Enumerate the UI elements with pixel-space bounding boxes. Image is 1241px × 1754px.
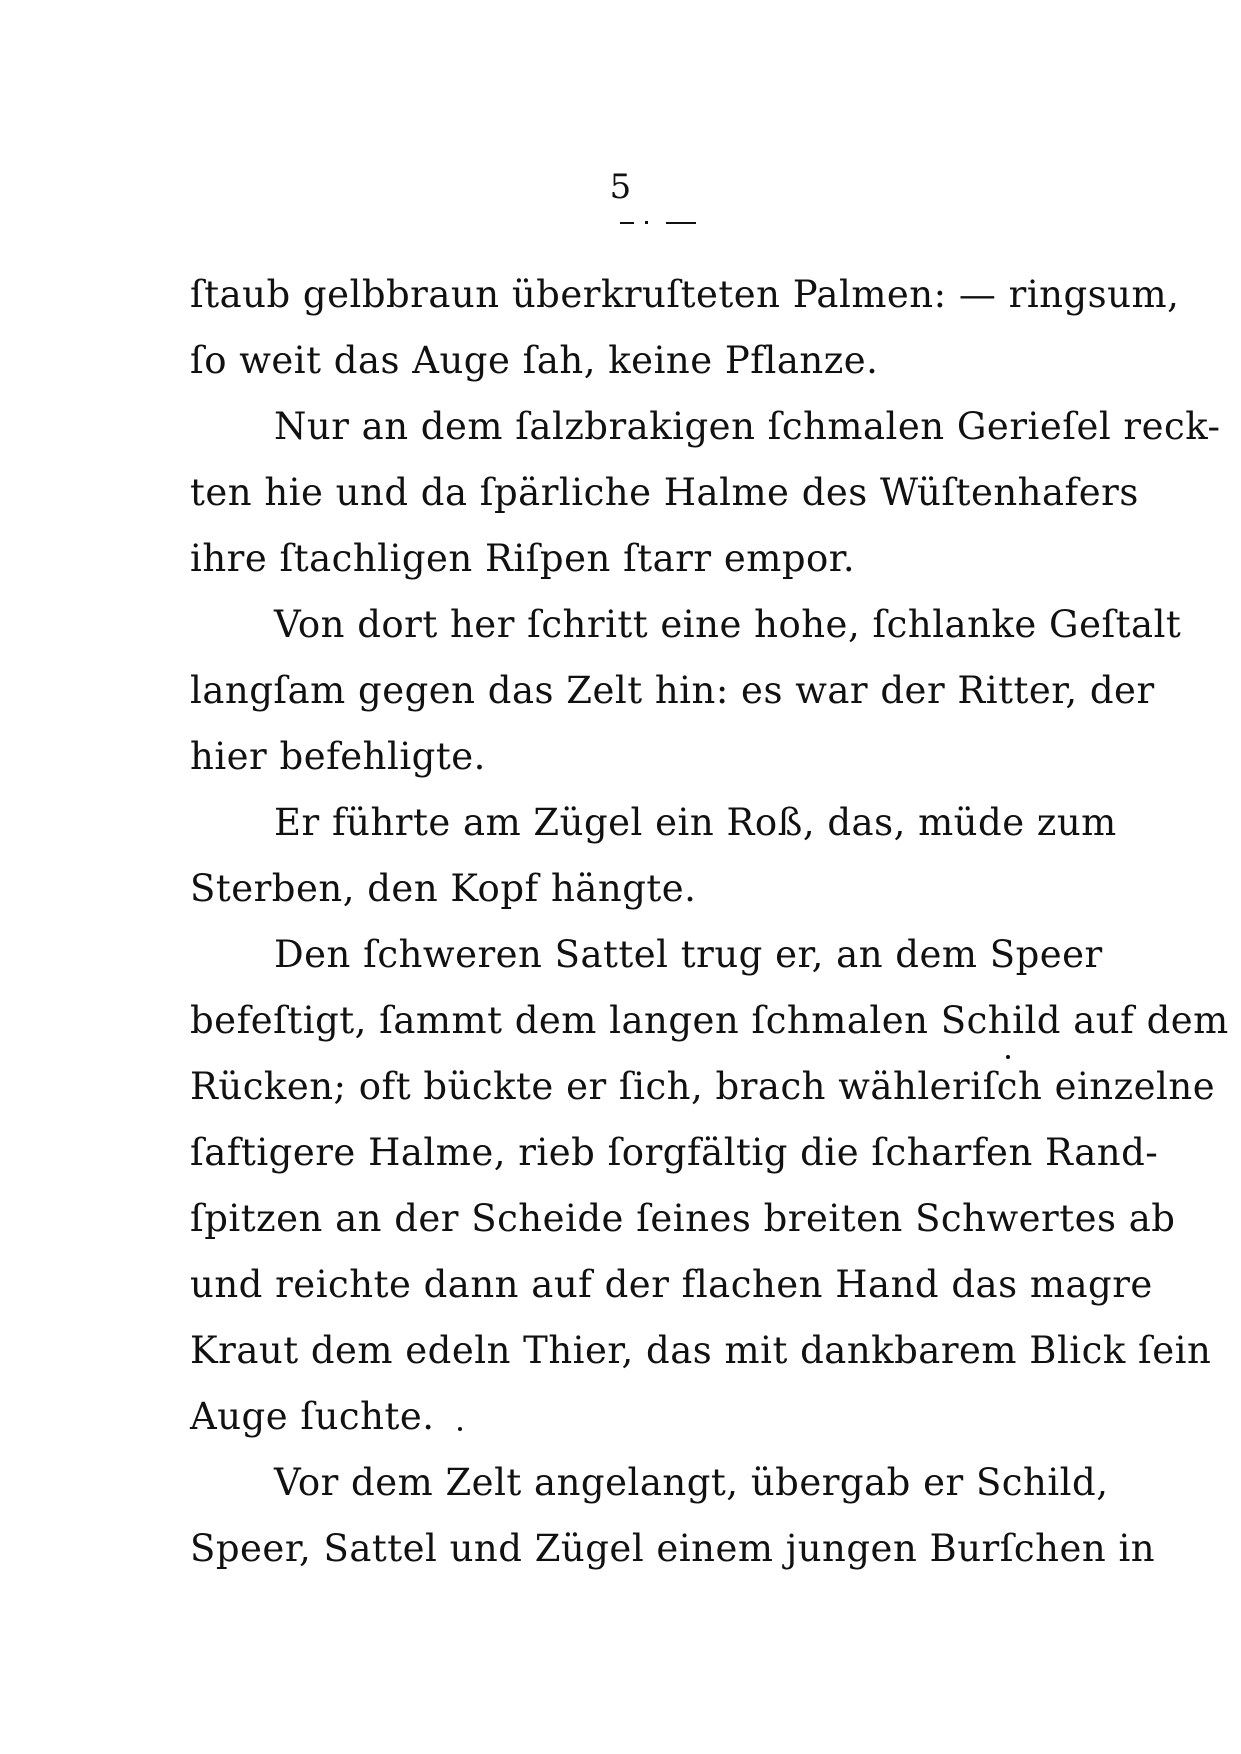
text-line: und reichte dann auf der flachen Hand das magre [190,1263,1153,1306]
text-line: ſaftigere Halme, rieb ſorgfältig die ſcharfen Rand- [190,1131,1159,1174]
text-line: Nur an dem ſalzbrakigen ſchmalen Gerieſel reck- [274,405,1221,448]
text-line: ſtaub gelbbraun überkruſteten Palmen: — ringsum, [190,273,1180,316]
print-speck [458,1427,462,1431]
text-line: Speer, Sattel und Zügel einem jungen Burſchen in [190,1527,1156,1570]
print-speck [1006,1055,1010,1059]
text-line: Von dort her ſchritt eine hohe, ſchlanke Geſtalt [274,603,1182,646]
body-text [190,262,1229,1582]
text-line: ſpitzen an der Scheide ſeines breiten Schwertes ab [190,1197,1176,1240]
text-line: Vor dem Zelt angelangt, übergab er Schild, [274,1461,1109,1504]
text-line: hier befehligte. [190,735,486,778]
page-number: 5 [609,167,632,207]
text-line: ten hie und da ſpärliche Halme des Wüſtenhafers [190,471,1139,514]
text-line: Kraut dem edeln Thier, das mit dankbarem Blick ſein [190,1329,1212,1372]
text-line: Auge ſuchte. [190,1395,435,1438]
text-line: langſam gegen das Zelt hin: es war der Ritter, der [190,669,1155,712]
header-dot [645,221,648,224]
text-line: Er führte am Zügel ein Roß, das, müde zum [274,801,1117,844]
header-rule-right [666,222,696,224]
text-line: befeſtigt, ſammt dem langen ſchmalen Schild auf dem [190,999,1229,1042]
text-line: ihre ſtachligen Riſpen ſtarr empor. [190,537,856,580]
text-line: ſo weit das Auge ſah, keine Pflanze. [190,339,879,382]
text-line: Rücken; oft bückte er ſich, brach wähleriſch einzelne [190,1065,1216,1108]
header-rule-left [620,222,634,224]
text-line: Sterben, den Kopf hängte. [190,867,697,910]
text-line: Den ſchweren Sattel trug er, an dem Speer [274,933,1103,976]
